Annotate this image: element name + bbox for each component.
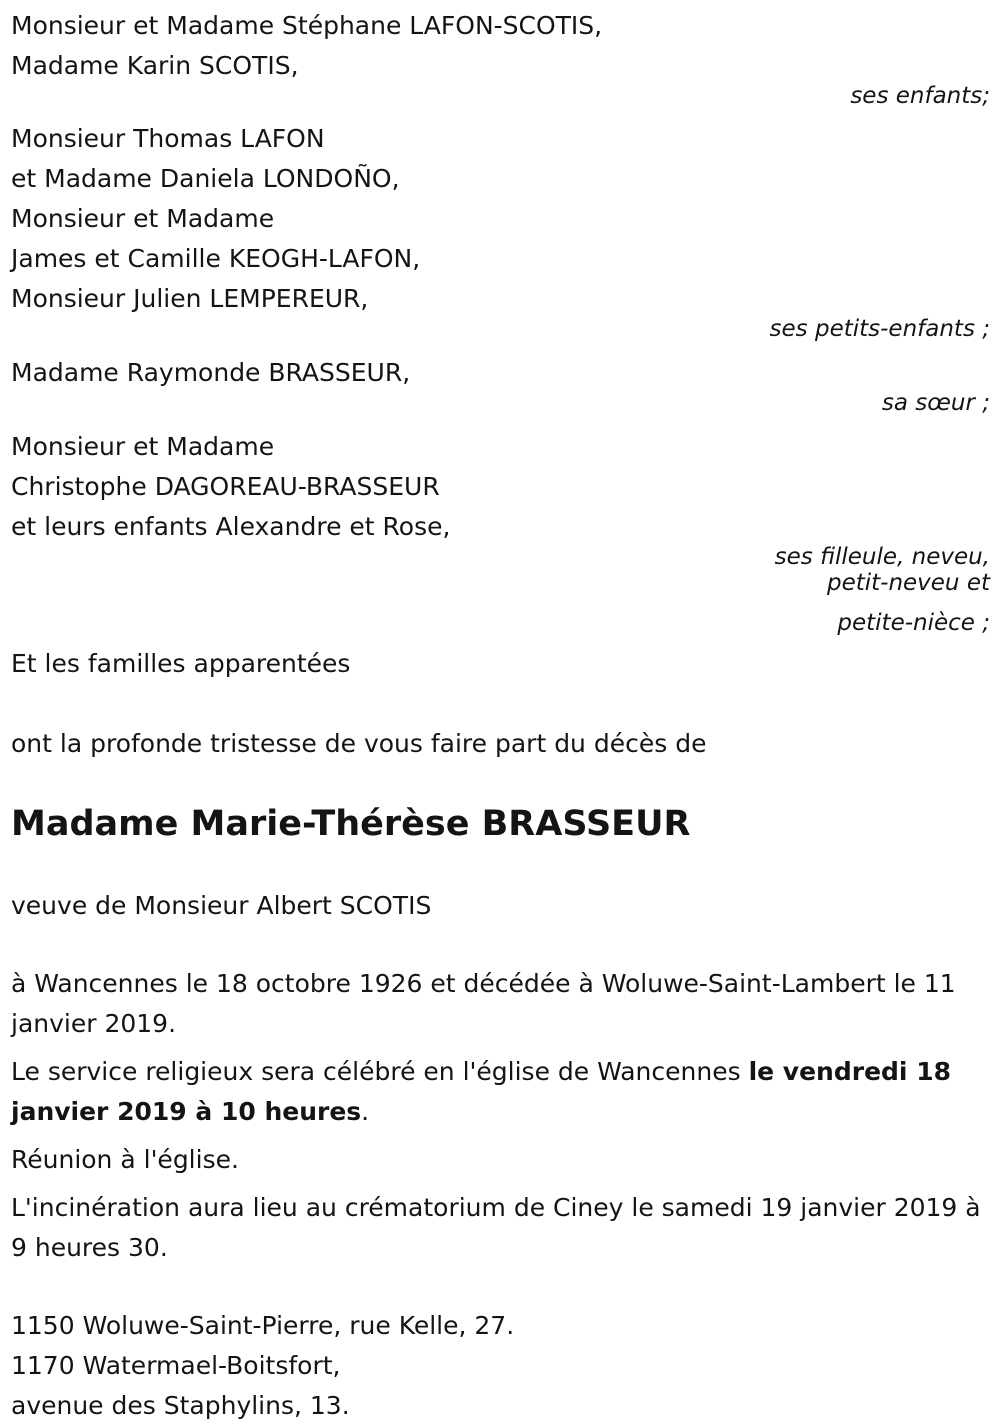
- widow-line: veuve de Monsieur Albert SCOTIS: [11, 891, 432, 920]
- sister-group: [11, 353, 990, 416]
- family-line: et leurs enfants Alexandre et Rose,: [11, 512, 451, 541]
- relation-line: petit-neveu et: [826, 570, 990, 596]
- address-line: 1170 Watermael-Boitsfort,: [11, 1351, 341, 1380]
- family-line: Monsieur et Madame Stéphane LAFON-SCOTIS,: [11, 11, 603, 40]
- birth-death-paragraph: à Wancennes le 18 octobre 1926 et décédée à Woluwe-Saint-Lambert le 11 janvier 2019.: [11, 969, 956, 1038]
- relation-line: ses filleule, neveu,: [774, 544, 990, 570]
- family-line: Monsieur et Madame: [11, 432, 275, 461]
- address-block: [11, 1306, 990, 1426]
- cremation-paragraph: L'incinération aura lieu au crématorium de Ciney le samedi 19 janvier 2019 à 9 heures 30.: [11, 1193, 981, 1262]
- address-line: 1150 Woluwe-Saint-Pierre, rue Kelle, 27.: [11, 1311, 515, 1340]
- announcement-text: ont la profonde tristesse de vous faire part du décès de: [11, 729, 707, 758]
- service-text: Le service religieux sera célébré en l'église de Wancennes: [11, 1057, 749, 1086]
- children-group: [11, 6, 990, 109]
- family-line: Monsieur Julien LEMPEREUR,: [11, 284, 369, 313]
- service-date-time: le vendredi 18 janvier 2019 à 10 heures: [11, 1057, 951, 1126]
- family-line: Madame Karin SCOTIS,: [11, 51, 299, 80]
- relation-label: sa sœur ;: [881, 390, 990, 416]
- service-paragraph: [11, 1052, 990, 1132]
- related-families-line: Et les familles apparentées: [11, 649, 351, 678]
- service-text-end: .: [361, 1097, 370, 1126]
- family-line: James et Camille KEOGH-LAFON,: [11, 244, 421, 273]
- family-line: et Madame Daniela LONDOÑO,: [11, 164, 400, 193]
- godchild-group: [11, 427, 990, 636]
- relation-line: petite-nièce ;: [837, 610, 990, 636]
- relation-label: [11, 544, 990, 636]
- relation-label: ses petits-enfants ;: [769, 316, 990, 342]
- family-line: Christophe DAGOREAU-BRASSEUR: [11, 472, 440, 501]
- deceased-name: Madame Marie-Thérèse BRASSEUR: [11, 804, 691, 844]
- obituary-notice: [11, 6, 990, 1426]
- family-line: Madame Raymonde BRASSEUR,: [11, 358, 411, 387]
- family-line: Monsieur et Madame: [11, 204, 275, 233]
- relation-label: ses enfants;: [850, 83, 990, 109]
- family-line: Monsieur Thomas LAFON: [11, 124, 325, 153]
- reunion-paragraph: Réunion à l'église.: [11, 1145, 239, 1174]
- grandchildren-group: [11, 119, 990, 342]
- address-line: avenue des Staphylins, 13.: [11, 1391, 350, 1420]
